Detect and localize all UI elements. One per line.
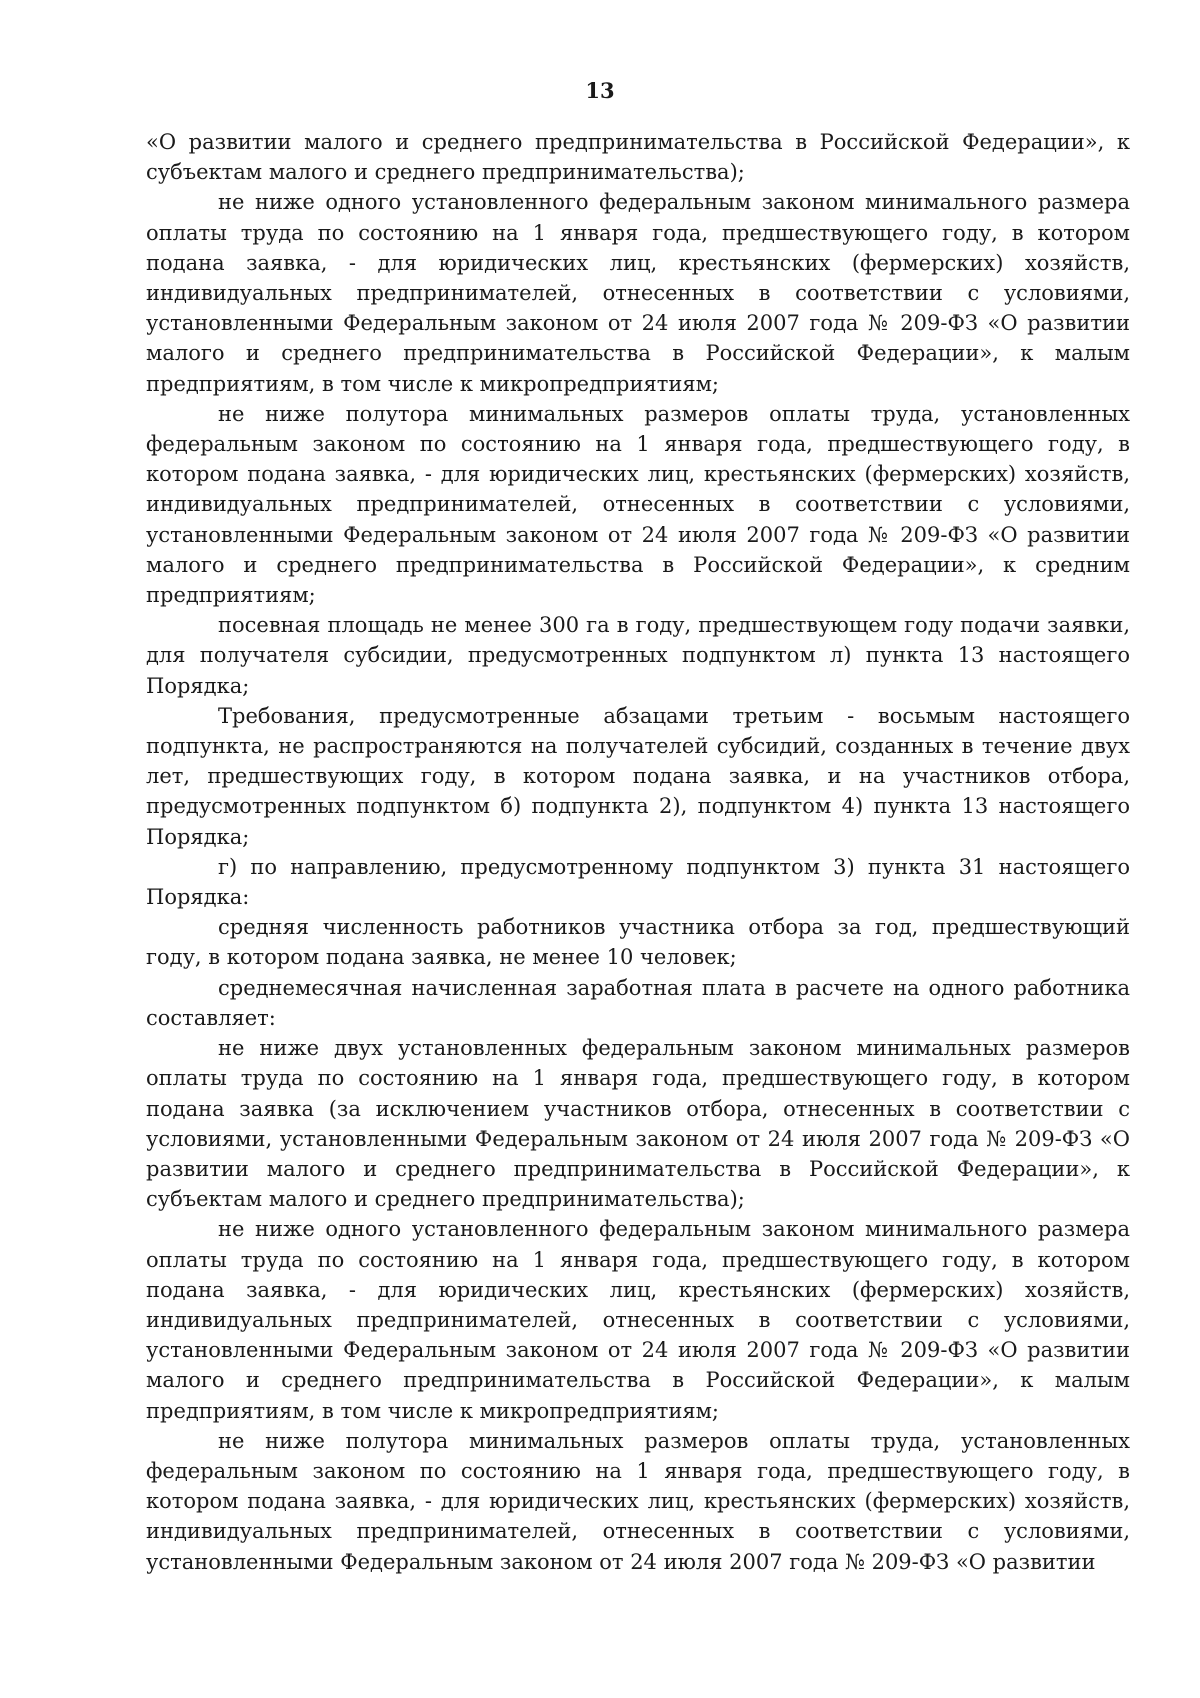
paragraph-1: «О развитии малого и среднего предпринимательства в Российской Федерации», к субъектам малого и среднего предпринимательства); (146, 130, 1130, 185)
paragraph-9: не ниже двух установленных федеральным законом минимальных размеров оплаты труда по состоянию на 1 января года, предшествующего году, в котором подана заявка (за исключением участников отбора, отнесенных в соответствии с условиями, установленными Федеральным законом от 24 июля 2007 года № 209-ФЗ «О развитии малого и среднего предпринимательства в Российской Федерации», к субъектам малого и среднего предпринимательства); (146, 1036, 1130, 1212)
paragraph-10: не ниже одного установленного федеральным законом минимального размера оплаты труда по состоянию на 1 января года, предшествующего году, в котором подана заявка, - для юридических лиц, крестьянских (фермерских) хозяйств, индивидуальных предпринимателей, отнесенных в соответствии с условиями, установленными Федеральным законом от 24 июля 2007 года № 209-ФЗ «О развитии малого и среднего предпринимательства в Российской Федерации», к малым предприятиям, в том числе к микропредприятиям; (146, 1217, 1130, 1423)
document-body (146, 127, 1130, 1577)
paragraph-7: средняя численность работников участника отбора за год, предшествующий году, в котором подана заявка, не менее 10 человек; (146, 915, 1130, 970)
page-number: 13 (585, 78, 615, 103)
paragraph-8: среднемесячная начисленная заработная плата в расчете на одного работника составляет: (146, 975, 1130, 1030)
paragraph-2: не ниже одного установленного федеральным законом минимального размера оплаты труда по состоянию на 1 января года, предшествующего году, в котором подана заявка, - для юридических лиц, крестьянских (фермерских) хозяйств, индивидуальных предпринимателей, отнесенных в соответствии с условиями, установленными Федеральным законом от 24 июля 2007 года № 209-ФЗ «О развитии малого и среднего предпринимательства в Российской Федерации», к малым предприятиям, в том числе к микропредприятиям; (146, 190, 1130, 396)
paragraph-6: г) по направлению, предусмотренному подпунктом 3) пункта 31 настоящего Порядка: (146, 854, 1130, 910)
paragraph-11: не ниже полутора минимальных размеров оплаты труда, установленных федеральным законом по состоянию на 1 января года, предшествующего году, в котором подана заявка, - для юридических лиц, крестьянских (фермерских) хозяйств, индивидуальных предпринимателей, отнесенных в соответствии с условиями, установленными Федеральным законом от 24 июля 2007 года № 209-ФЗ «О развитии (146, 1428, 1130, 1574)
paragraph-4: посевная площадь не менее 300 га в году, предшествующем году подачи заявки, для получателя субсидии, предусмотренных подпунктом л) пункта 13 настоящего Порядка; (146, 613, 1130, 698)
paragraph-3: не ниже полутора минимальных размеров оплаты труда, установленных федеральным законом по состоянию на 1 января года, предшествующего году, в котором подана заявка, - для юридических лиц, крестьянских (фермерских) хозяйств, индивидуальных предпринимателей, отнесенных в соответствии с условиями, установленными Федеральным законом от 24 июля 2007 года № 209-ФЗ «О развитии малого и среднего предпринимательства в Российской Федерации», к средним предприятиям; (146, 401, 1130, 608)
paragraph-5: Требования, предусмотренные абзацами третьим - восьмым настоящего подпункта, не распространяются на получателей субсидий, созданных в течение двух лет, предшествующих году, в котором подана заявка, и на участников отбора, предусмотренных подпунктом б) подпункта 2), подпунктом 4) пункта 13 настоящего Порядка; (146, 703, 1130, 849)
